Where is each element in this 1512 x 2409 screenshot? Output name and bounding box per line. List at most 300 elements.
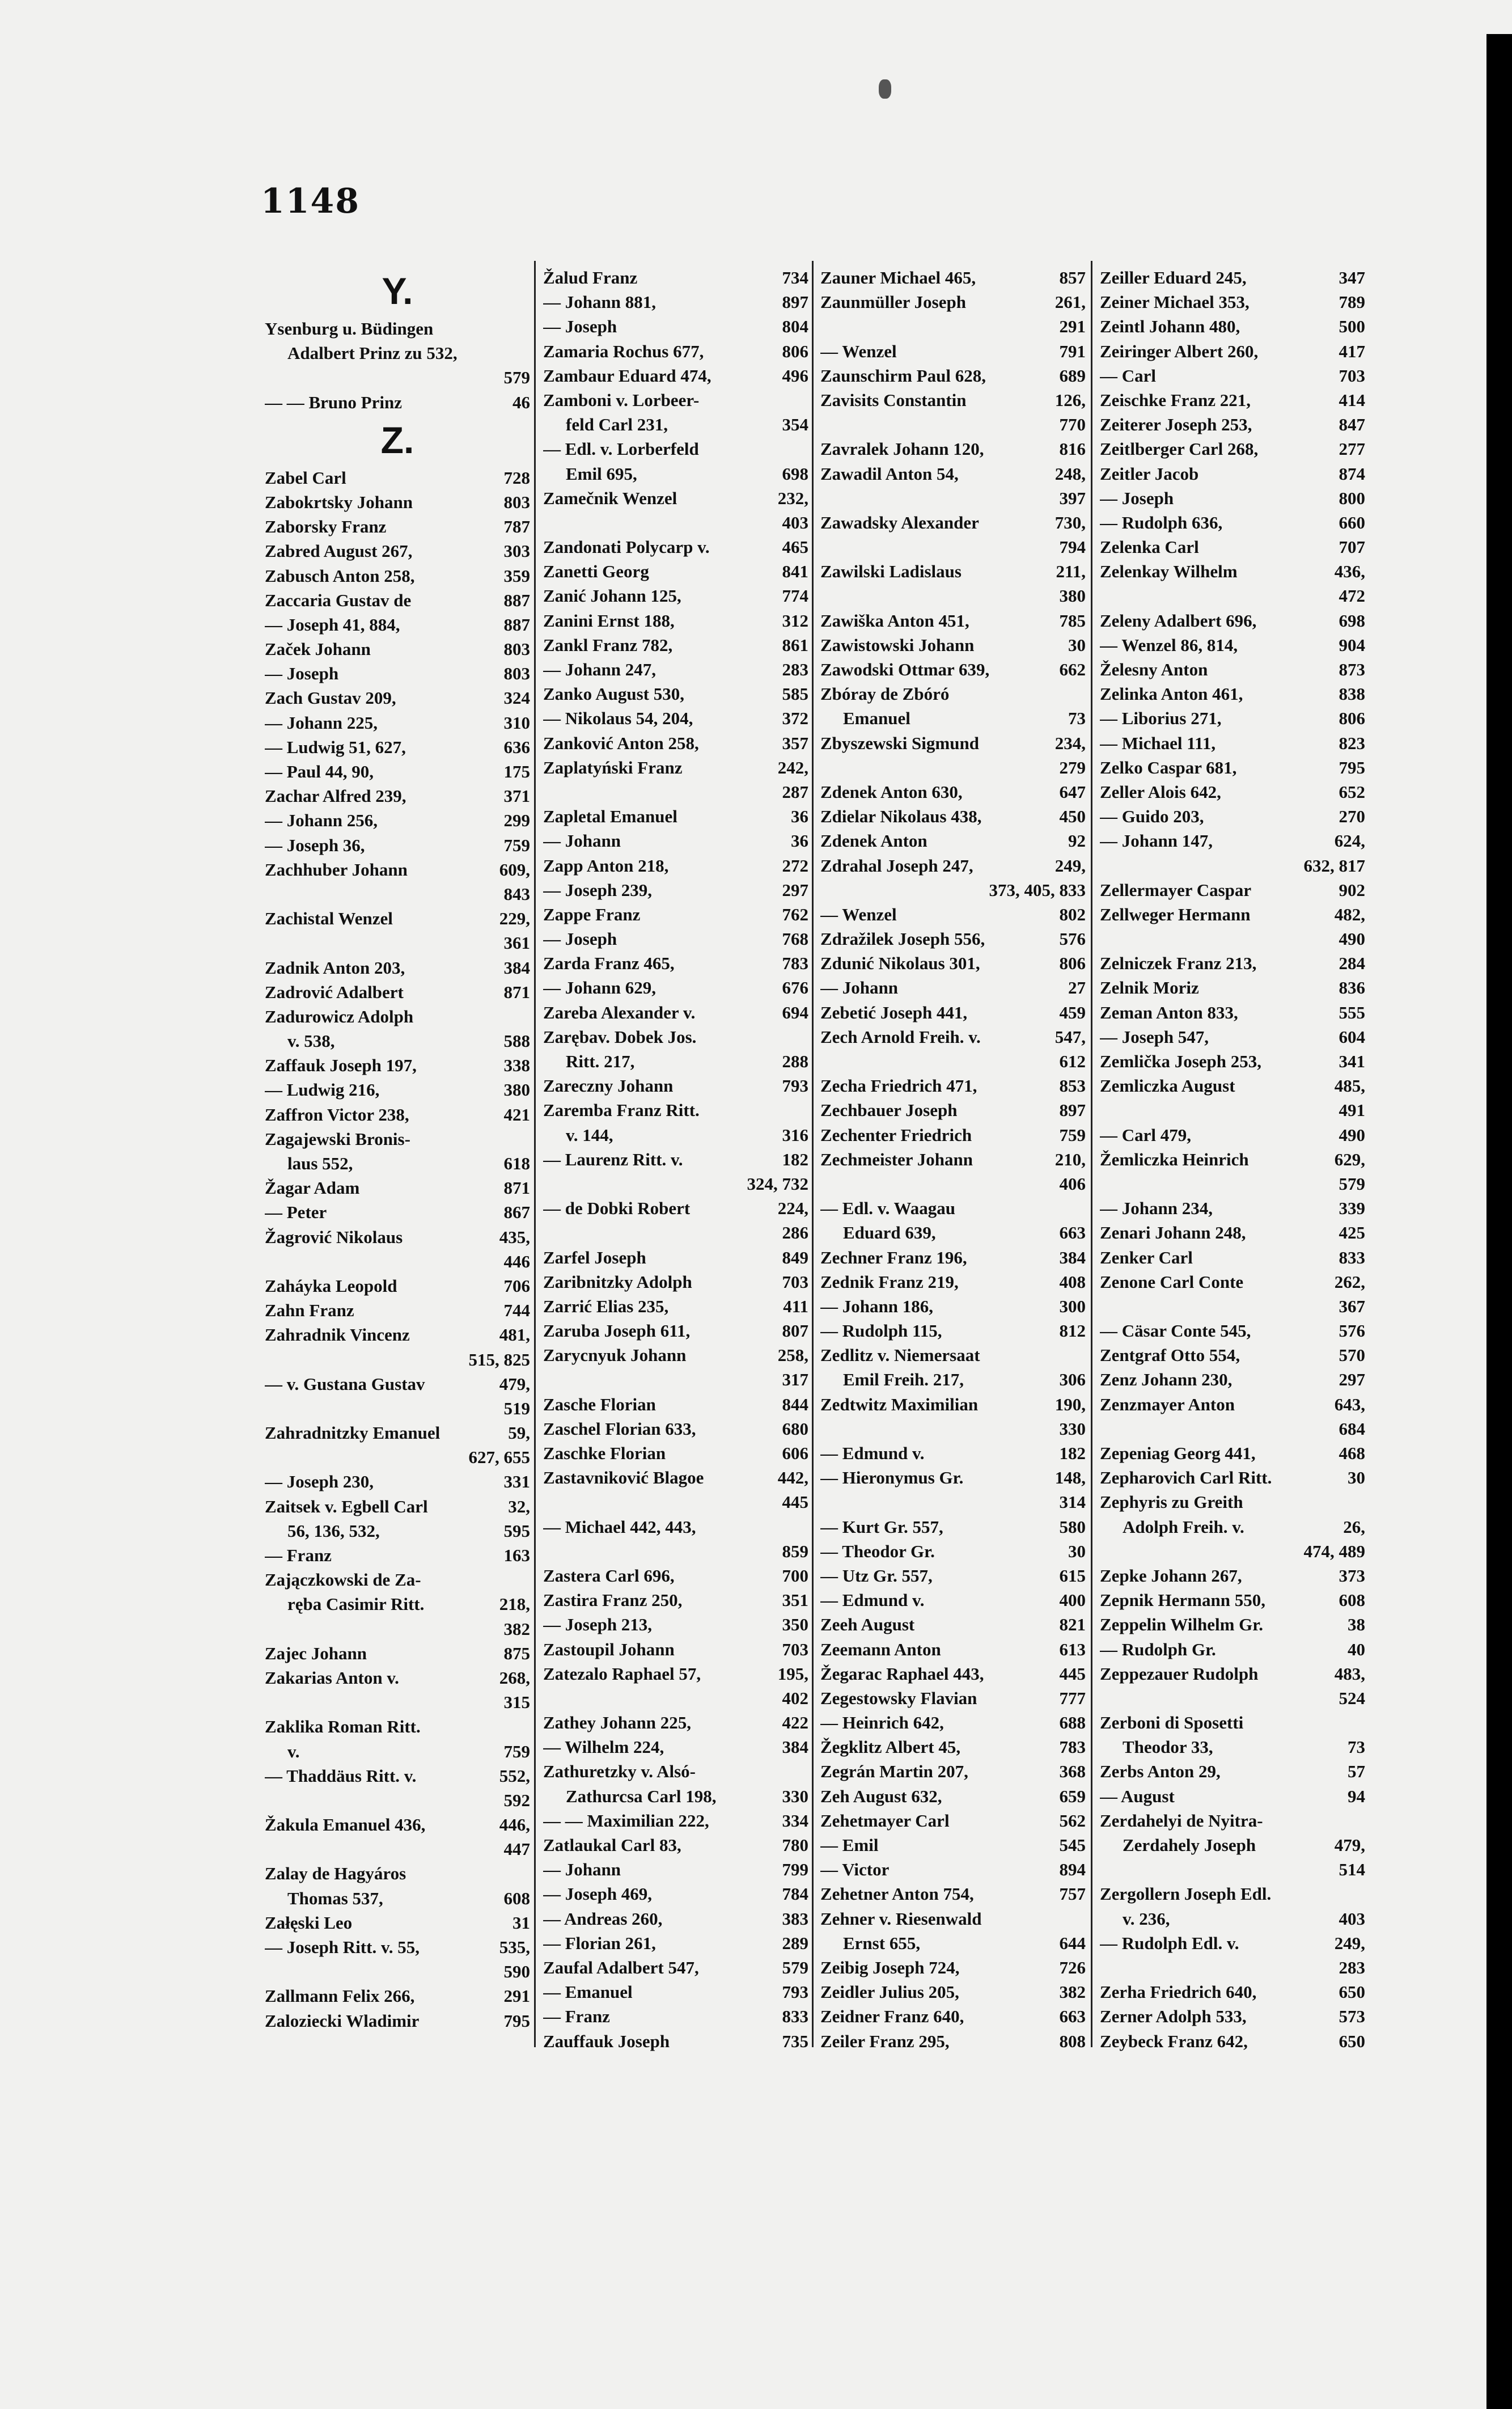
index-entry — [543, 1539, 808, 1563]
index-entry — [820, 1123, 1086, 1147]
index-entry — [543, 364, 808, 388]
index-entry — [265, 833, 530, 857]
entry-pages: 808 — [1059, 2031, 1086, 2051]
index-entry — [820, 1882, 1086, 1906]
index-entry — [1100, 314, 1365, 339]
index-entry — [543, 1833, 808, 1857]
entry-pages: 726 — [1059, 1957, 1086, 1977]
index-entry — [1100, 486, 1365, 510]
entry-pages: 897 — [782, 292, 808, 312]
index-entry — [820, 902, 1086, 927]
entry-pages: 793 — [782, 1982, 808, 2002]
entry-name: Zawadsky Alexander — [820, 512, 979, 532]
index-entry — [543, 682, 808, 706]
index-entry — [1100, 1784, 1365, 1808]
entry-pages: 730, — [1054, 512, 1086, 532]
index-entry — [265, 1274, 530, 1298]
index-entry — [265, 1249, 530, 1274]
entry-pages: 684 — [1339, 1418, 1365, 1439]
index-entry — [1100, 1025, 1365, 1049]
entry-name: — Hieronymus Gr. — [820, 1468, 964, 1488]
ink-blot — [879, 79, 891, 99]
entry-name: — Theodor Gr. — [820, 1541, 935, 1561]
entry-name: — Joseph 41, 884, — [265, 614, 400, 635]
entry-name: Zabusch Anton 258, — [265, 565, 415, 586]
index-entry — [265, 466, 530, 490]
entry-pages: 59, — [508, 1423, 530, 1443]
index-entry — [1100, 1392, 1365, 1417]
index-entry — [543, 1417, 808, 1441]
index-entry — [1100, 1588, 1365, 1612]
index-entry — [543, 1147, 808, 1172]
entry-pages: 515, 825 — [468, 1349, 530, 1370]
entry-pages: 570 — [1339, 1345, 1365, 1366]
entry-name: v. — [287, 1741, 300, 1761]
entry-pages: 579 — [782, 1957, 808, 1977]
entry-pages: 897 — [1059, 1100, 1086, 1121]
entry-pages: 853 — [1059, 1076, 1086, 1096]
entry-name: — Johann 147, — [1100, 831, 1213, 851]
index-entry — [543, 731, 808, 755]
entry-name: Zerner Adolph 533, — [1100, 2006, 1247, 2027]
entry-pages: 608 — [503, 1888, 530, 1908]
entry-name: Zasche Florian — [543, 1394, 656, 1414]
index-entry — [1100, 633, 1365, 657]
entry-name: Zeh August 632, — [820, 1786, 942, 1806]
entry-pages: 793 — [782, 1076, 808, 1096]
entry-pages: 795 — [503, 2010, 530, 2031]
entry-name: v. 538, — [287, 1031, 335, 1051]
entry-pages: 268, — [499, 1667, 530, 1688]
entry-name: Zaborsky Franz — [265, 517, 387, 537]
index-entry — [1100, 364, 1365, 388]
entry-pages: 757 — [1059, 1884, 1086, 1904]
entry-pages: 382 — [1059, 1982, 1086, 2002]
index-entry — [820, 1515, 1086, 1539]
entry-name: Žagrović Nikolaus — [265, 1227, 403, 1247]
entry-name: — Carl 479, — [1100, 1125, 1192, 1145]
index-entry — [543, 462, 808, 486]
index-entry — [1100, 1539, 1365, 1563]
entry-name: Zabel Carl — [265, 467, 346, 488]
entry-name: Zavralek Johann 120, — [820, 439, 984, 459]
entry-name: Zdunić Nikolaus 301, — [820, 953, 980, 974]
entry-name: — Johann — [543, 831, 621, 851]
entry-pages: 627, 655 — [468, 1447, 530, 1468]
entry-pages: 804 — [782, 316, 808, 337]
index-entry — [543, 1955, 808, 1980]
index-entry — [820, 265, 1086, 290]
entry-pages: 483, — [1334, 1663, 1365, 1684]
index-entry — [1100, 584, 1365, 608]
entry-pages: 373, 405, 833 — [989, 880, 1086, 900]
index-entry — [1100, 1735, 1365, 1759]
entry-name: Zanetti Georg — [543, 561, 649, 582]
entry-pages: 576 — [1339, 1321, 1365, 1341]
index-entry — [820, 1931, 1086, 1955]
index-entry — [820, 1833, 1086, 1857]
index-entry — [820, 1808, 1086, 1833]
entry-pages: 403 — [782, 512, 808, 532]
entry-pages: 300 — [1059, 1296, 1086, 1316]
entry-pages: 310 — [503, 712, 530, 733]
index-entry — [543, 1907, 808, 1931]
index-entry — [1100, 1686, 1365, 1710]
index-entry — [265, 1714, 530, 1739]
index-entry — [1100, 265, 1365, 290]
index-entry — [265, 759, 530, 784]
entry-pages: 373 — [1339, 1565, 1365, 1586]
entry-pages: 306 — [1059, 1370, 1086, 1390]
index-entry — [820, 731, 1086, 755]
entry-pages: 680 — [782, 1418, 808, 1439]
entry-name: Zach Gustav 209, — [265, 688, 396, 708]
entry-pages: 608 — [1339, 1590, 1365, 1611]
entry-pages: 299 — [503, 810, 530, 831]
entry-name: Zastoupil Johann — [543, 1639, 675, 1659]
index-entry — [820, 1417, 1086, 1441]
entry-pages: 859 — [782, 1541, 808, 1561]
entry-pages: 806 — [1339, 708, 1365, 729]
index-entry — [820, 1686, 1086, 1710]
index-entry — [543, 1343, 808, 1367]
entry-pages: 182 — [1059, 1443, 1086, 1463]
index-entry — [1100, 1294, 1365, 1318]
entry-name: Zaschel Florian 633, — [543, 1418, 696, 1439]
entry-pages: 803 — [503, 639, 530, 660]
entry-pages: 279 — [1059, 757, 1086, 777]
entry-pages: 791 — [1059, 341, 1086, 361]
entry-name: Zemliczka August — [1100, 1076, 1235, 1096]
index-entry — [543, 1172, 808, 1196]
index-entry — [265, 1347, 530, 1372]
entry-pages: 94 — [1348, 1786, 1365, 1806]
index-entry — [543, 1882, 808, 1906]
entry-name: Žakula Emanuel 436, — [265, 1815, 426, 1835]
entry-name: Zeemann Anton — [820, 1639, 941, 1659]
entry-pages: 894 — [1059, 1859, 1086, 1880]
index-entry — [820, 1857, 1086, 1882]
entry-pages: 660 — [1339, 512, 1365, 532]
entry-name: Zawiška Anton 451, — [820, 610, 969, 631]
entry-name: — Rudolph Gr. — [1100, 1639, 1216, 1659]
index-entry — [265, 316, 530, 341]
entry-pages: 481, — [499, 1325, 530, 1345]
index-entry — [265, 1666, 530, 1690]
entry-pages: 312 — [782, 610, 808, 631]
entry-pages: 435, — [499, 1227, 530, 1247]
entry-name: Zerha Friedrich 640, — [1100, 1982, 1257, 2002]
entry-name: Zarfel Joseph — [543, 1247, 646, 1267]
entry-name: Zambaur Eduard 474, — [543, 365, 711, 386]
index-entry — [820, 412, 1086, 437]
index-entry — [1100, 1441, 1365, 1465]
index-entry — [820, 1270, 1086, 1294]
index-entry — [543, 1465, 808, 1490]
entry-name: Zehetmayer Carl — [820, 1810, 950, 1831]
entry-pages: 496 — [782, 365, 808, 386]
entry-pages: 857 — [1059, 268, 1086, 288]
index-entry — [543, 1612, 808, 1637]
entry-pages: 210, — [1054, 1149, 1086, 1169]
column-rule — [534, 261, 536, 2047]
index-entry — [1100, 731, 1365, 755]
entry-name: Zamboni v. Lorbeer- — [543, 390, 700, 410]
index-entry — [820, 682, 1086, 706]
entry-name: Zerbs Anton 29, — [1100, 1761, 1221, 1782]
index-entry — [265, 906, 530, 931]
entry-pages: 838 — [1339, 684, 1365, 704]
section-letter: Y. — [382, 270, 413, 312]
entry-name: Emil 695, — [566, 463, 637, 484]
entry-pages: 688 — [1059, 1713, 1086, 1733]
index-entry — [820, 1172, 1086, 1196]
index-entry — [1100, 853, 1365, 878]
index-entry — [543, 314, 808, 339]
entry-pages: 491 — [1339, 1100, 1365, 1121]
index-entry — [543, 1025, 808, 1049]
index-entry — [1100, 1220, 1365, 1245]
index-entry — [543, 780, 808, 804]
entry-name: Zechenter Friedrich — [820, 1125, 972, 1145]
entry-name: Zelko Caspar 681, — [1100, 757, 1237, 777]
entry-name: — Victor — [820, 1859, 890, 1880]
index-entry — [543, 265, 808, 290]
entry-name: Zeischke Franz 221, — [1100, 390, 1251, 410]
entry-pages: 644 — [1059, 1933, 1086, 1953]
entry-name: Zaufal Adalbert 547, — [543, 1957, 699, 1977]
index-entry — [1100, 1245, 1365, 1270]
entry-name: Zelenkay Wilhelm — [1100, 561, 1238, 582]
index-entry — [820, 388, 1086, 412]
index-entry — [543, 927, 808, 951]
entry-pages: 552, — [499, 1765, 530, 1786]
entry-name: Zadnik Anton 203, — [265, 957, 405, 978]
index-entry — [820, 1196, 1086, 1220]
index-entry — [820, 314, 1086, 339]
index-entry — [820, 1735, 1086, 1759]
scan-edge — [1486, 0, 1512, 34]
index-entry — [543, 1196, 808, 1220]
entry-name: Zeiterer Joseph 253, — [1100, 415, 1252, 435]
index-entry — [265, 1861, 530, 1886]
index-entry — [265, 1421, 530, 1445]
index-entry — [265, 341, 530, 365]
entry-pages: 689 — [1059, 365, 1086, 386]
index-entry — [543, 1294, 808, 1318]
index-entry — [543, 1808, 808, 1833]
entry-pages: 762 — [782, 904, 808, 924]
entry-pages: 382 — [503, 1618, 530, 1639]
entry-name: Zech Arnold Freih. v. — [820, 1026, 981, 1047]
index-entry — [265, 1788, 530, 1812]
entry-name: Zaunmüller Joseph — [820, 292, 966, 312]
index-entry — [820, 804, 1086, 829]
entry-pages: 613 — [1059, 1639, 1086, 1659]
index-entry — [820, 829, 1086, 853]
index-entry — [1100, 388, 1365, 412]
index-entry — [265, 1764, 530, 1788]
index-entry — [820, 1980, 1086, 2004]
index-entry — [1100, 1098, 1365, 1122]
entry-pages: 803 — [503, 492, 530, 512]
entry-pages: 46 — [513, 392, 530, 412]
index-entry — [1100, 927, 1365, 951]
index-entry — [265, 2009, 530, 2033]
entry-name: — — Maximilian 222, — [543, 1810, 709, 1831]
index-column-1 — [265, 265, 530, 2033]
index-entry — [543, 1270, 808, 1294]
index-entry — [543, 1000, 808, 1025]
index-entry — [820, 878, 1086, 902]
entry-pages: 411 — [783, 1296, 808, 1316]
index-entry — [543, 1980, 808, 2004]
entry-name: Zeppezauer Rudolph — [1100, 1663, 1259, 1684]
entry-name: Zankl Franz 782, — [543, 635, 673, 655]
entry-pages: 291 — [503, 1986, 530, 2006]
entry-name: Ernst 655, — [843, 1933, 921, 1953]
index-entry — [820, 290, 1086, 314]
entry-pages: 500 — [1339, 316, 1365, 337]
entry-name: Zepnik Hermann 550, — [1100, 1590, 1265, 1611]
entry-pages: 595 — [503, 1520, 530, 1541]
entry-name: Zergollern Joseph Edl. — [1100, 1884, 1272, 1904]
entry-pages: 324, 732 — [747, 1173, 808, 1194]
entry-pages: 841 — [782, 561, 808, 582]
index-entry — [265, 1543, 530, 1567]
index-entry — [543, 755, 808, 780]
entry-pages: 242, — [777, 757, 808, 777]
entry-name: Zdražilek Joseph 556, — [820, 929, 985, 949]
entry-pages: 887 — [503, 614, 530, 635]
entry-name: — Joseph — [265, 663, 339, 684]
index-entry — [820, 853, 1086, 878]
entry-name: Zeibig Joseph 724, — [820, 1957, 960, 1977]
entry-name: — Kurt Gr. 557, — [820, 1516, 943, 1537]
index-entry — [265, 1151, 530, 1176]
entry-pages: 38 — [1348, 1615, 1365, 1635]
index-column-3 — [820, 265, 1086, 2053]
entry-pages: 867 — [503, 1202, 530, 1223]
entry-name: — v. Gustana Gustav — [265, 1373, 425, 1394]
entry-pages: 874 — [1339, 463, 1365, 484]
entry-pages: 316 — [782, 1125, 808, 1145]
index-entry — [820, 1955, 1086, 1980]
entry-pages: 663 — [1059, 1223, 1086, 1243]
index-entry — [1100, 1612, 1365, 1637]
index-entry — [543, 1392, 808, 1417]
entry-name: Zabokrtsky Johann — [265, 492, 413, 512]
entry-name: Zastavniković Blagoe — [543, 1468, 704, 1488]
entry-name: Zechner Franz 196, — [820, 1247, 967, 1267]
entry-pages: 339 — [1339, 1198, 1365, 1219]
index-entry — [1100, 1662, 1365, 1686]
entry-name: Zauner Michael 465, — [820, 268, 976, 288]
index-entry — [265, 1592, 530, 1616]
entry-name: Zaremba Franz Ritt. — [543, 1100, 700, 1121]
entry-name: — Ludwig 216, — [265, 1080, 380, 1100]
entry-name: — Edmund v. — [820, 1443, 925, 1463]
column-rule — [1091, 261, 1092, 2047]
index-entry — [1100, 755, 1365, 780]
entry-name: Zephyris zu Greith — [1100, 1492, 1243, 1512]
entry-name: Zathey Johann 225, — [543, 1713, 691, 1733]
entry-pages: 57 — [1348, 1761, 1365, 1782]
index-entry — [1100, 1123, 1365, 1147]
entry-pages: 698 — [1339, 610, 1365, 631]
index-entry — [1100, 1857, 1365, 1882]
entry-name: Zabred August 267, — [265, 541, 413, 561]
entry-pages: 836 — [1339, 978, 1365, 998]
entry-pages: 36 — [791, 806, 808, 827]
entry-pages: 406 — [1059, 1173, 1086, 1194]
index-entry — [265, 1004, 530, 1029]
entry-pages: 698 — [782, 463, 808, 484]
index-entry — [820, 462, 1086, 486]
entry-name: — Edmund v. — [820, 1590, 925, 1611]
index-entry — [1100, 1980, 1365, 2004]
entry-pages: 361 — [503, 933, 530, 953]
entry-pages: 447 — [503, 1839, 530, 1859]
index-entry — [265, 514, 530, 539]
index-entry — [820, 1098, 1086, 1122]
entry-name: Zauffauk Joseph — [543, 2031, 670, 2051]
entry-name: Zelinka Anton 461, — [1100, 684, 1243, 704]
entry-name: Zamaria Rochus 677, — [543, 341, 704, 361]
entry-name: Zdenek Anton — [820, 831, 927, 851]
entry-name: Zeiringer Albert 260, — [1100, 341, 1259, 361]
entry-pages: 289 — [782, 1933, 808, 1953]
index-entry — [543, 1318, 808, 1343]
index-entry — [820, 1759, 1086, 1783]
entry-name: — Nikolaus 54, 204, — [543, 708, 693, 729]
entry-name: Zadurowicz Adolph — [265, 1006, 414, 1026]
index-entry — [1100, 902, 1365, 927]
entry-pages: 861 — [782, 635, 808, 655]
entry-name: Zahn Franz — [265, 1300, 354, 1321]
entry-name: Emil Freih. 217, — [843, 1370, 964, 1390]
entry-pages: 514 — [1339, 1859, 1365, 1880]
entry-name: Theodor 33, — [1123, 1737, 1213, 1757]
index-entry — [1100, 559, 1365, 584]
entry-pages: 800 — [1339, 488, 1365, 508]
index-entry — [543, 2029, 808, 2053]
entry-name: Zechbauer Joseph — [820, 1100, 958, 1121]
entry-name: Zellermayer Caspar — [1100, 880, 1252, 900]
index-entry — [543, 1563, 808, 1588]
entry-pages: 338 — [503, 1055, 530, 1076]
index-entry — [1100, 1074, 1365, 1098]
entry-pages: 330 — [782, 1786, 808, 1806]
index-entry — [543, 339, 808, 364]
entry-pages: 283 — [1339, 1957, 1365, 1977]
entry-pages: 30 — [1068, 635, 1086, 655]
entry-name: Zadrović Adalbert — [265, 982, 404, 1002]
index-entry — [265, 1935, 530, 1959]
entry-pages: 258, — [777, 1345, 808, 1366]
entry-pages: 384 — [782, 1737, 808, 1757]
index-entry — [1100, 1343, 1365, 1367]
entry-name: Zegrán Martin 207, — [820, 1761, 968, 1782]
index-entry — [1100, 412, 1365, 437]
entry-name: feld Carl 231, — [566, 415, 668, 435]
entry-name: Zemlička Joseph 253, — [1100, 1051, 1262, 1071]
entry-name: Zalay de Hagyáros — [265, 1863, 406, 1884]
entry-pages: 799 — [782, 1859, 808, 1880]
entry-name: — Florian 261, — [543, 1933, 656, 1953]
index-entry — [543, 853, 808, 878]
entry-pages: 400 — [1059, 1590, 1086, 1611]
